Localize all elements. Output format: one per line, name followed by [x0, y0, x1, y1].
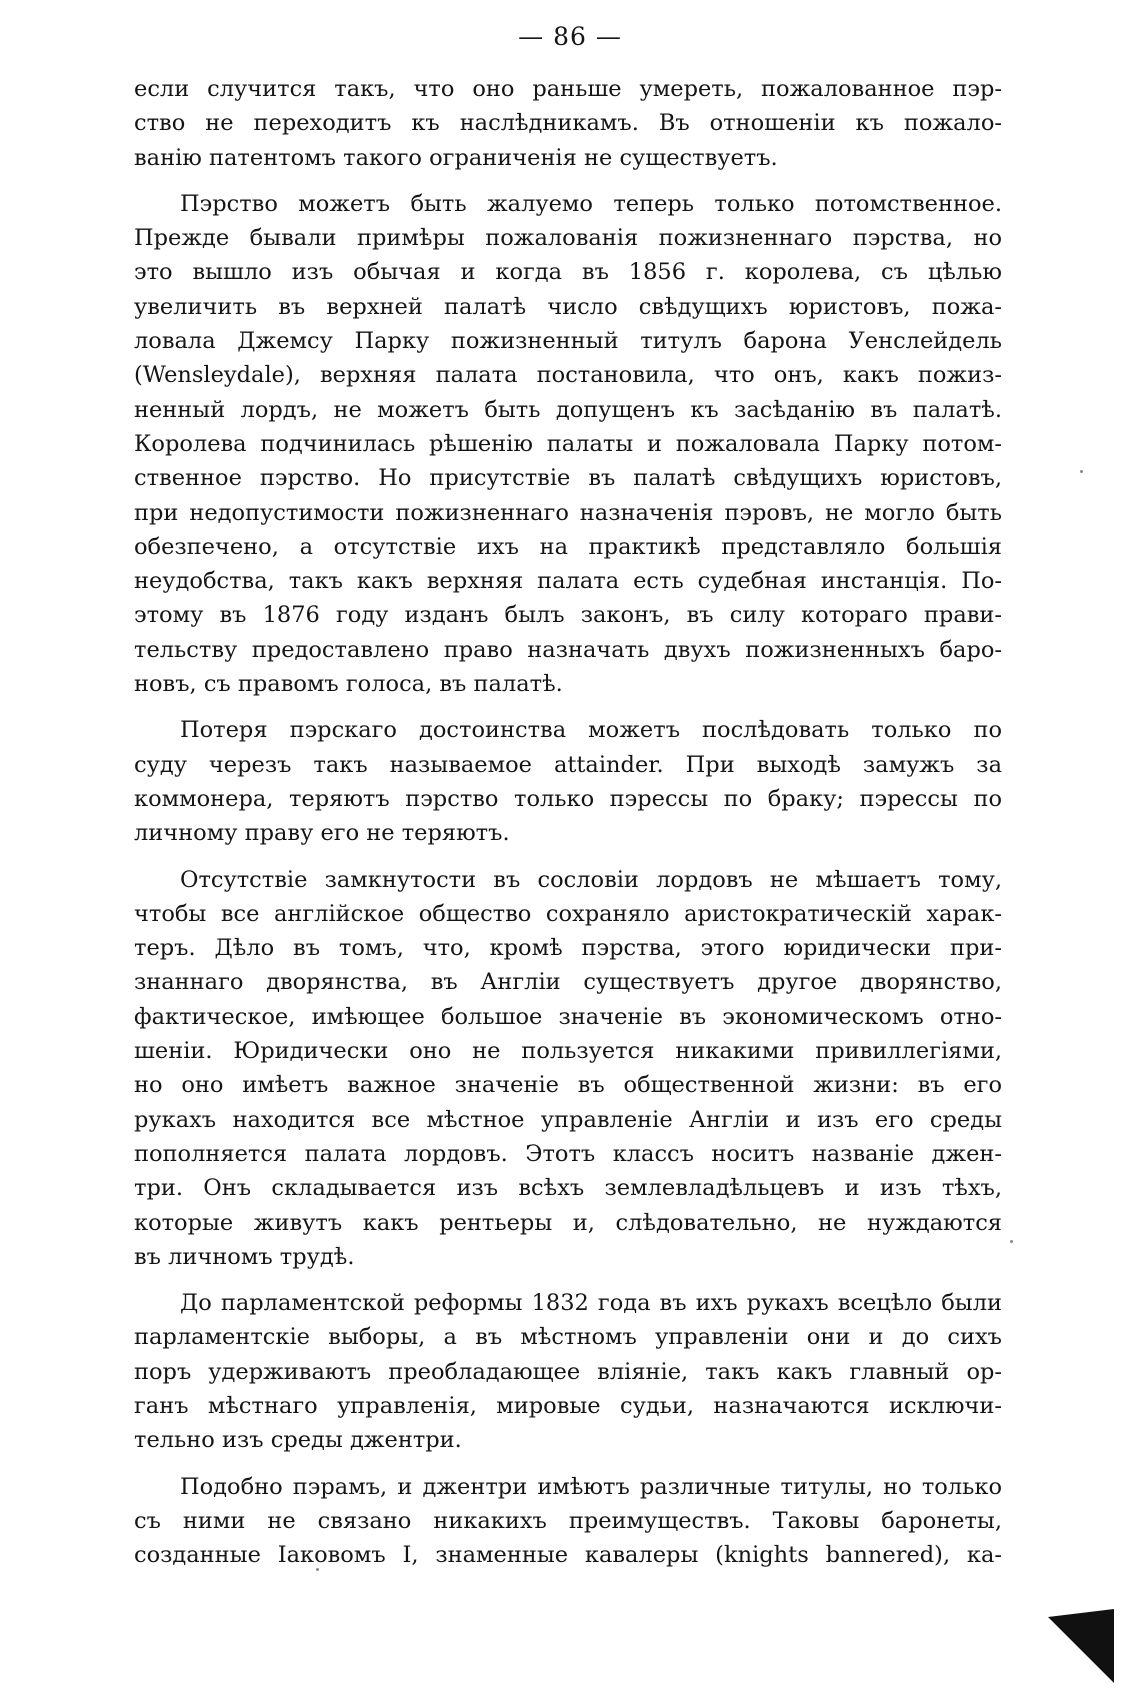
text-line: Потеря пэрскаго достоинства можетъ послѣдовать только по: [180, 717, 1002, 744]
text-line: чтобы все англійское общество сохраняло аристократическій харак-: [134, 900, 1002, 927]
text-line: это вышло изъ обычая и когда въ 1856 г. королева, съ цѣлью: [134, 259, 1002, 286]
text-line: если случится такъ, что оно раньше умереть, пожалованное пэр-: [134, 76, 1002, 102]
text-line: Королева подчинилась рѣшенію палаты и пожаловала Парку потом-: [134, 430, 1002, 457]
text-line: созданные Іаковомъ I, знаменные кавалеры (knights bannered), ка-: [134, 1542, 1002, 1569]
scan-speck: [1010, 1240, 1013, 1243]
text-line: этому въ 1876 году изданъ былъ законъ, въ силу котораго прави-: [134, 602, 1002, 629]
text-line: Прежде бывали примѣры пожалованія пожизненнаго пэрства, но: [134, 225, 1002, 252]
text-line: въ личномъ трудѣ.: [134, 1243, 355, 1270]
text-line: съ ними не связано никакихъ преимуществъ. Таковы баронеты,: [134, 1507, 1002, 1534]
text-line: ственное пэрство. Но присутствіе въ палатѣ свѣдущихъ юристовъ,: [134, 465, 1002, 492]
text-line: личному праву его не теряютъ.: [134, 820, 510, 847]
text-line: рукахъ находится все мѣстное управленіе Англіи и изъ его среды: [134, 1106, 1002, 1133]
paragraph: [134, 713, 1002, 850]
paragraph: [134, 1286, 1002, 1457]
text-line: при недопустимости пожизненнаго назначенія пэровъ, не могло быть: [134, 499, 1002, 526]
text-line: суду черезъ такъ называемое attainder. При выходѣ замужъ за: [134, 751, 1002, 778]
text-line: знаннаго дворянства, въ Англіи существуетъ другое дворянство,: [134, 969, 1002, 996]
text-line: но оно имѣетъ важное значеніе въ общественной жизни: въ его: [134, 1072, 1002, 1099]
paragraph: [134, 72, 1002, 175]
text-line: Пэрство можетъ быть жалуемо теперь только потомственное.: [180, 190, 1002, 217]
scan-speck: [1080, 470, 1083, 473]
text-line: парламентскіе выборы, а въ мѣстномъ управленіи они и до сихъ: [134, 1324, 1002, 1351]
text-line: коммонера, теряютъ пэрство только пэрессы по браку; пэрессы по: [134, 785, 1002, 812]
text-line: тельно изъ среды джентри.: [134, 1427, 462, 1454]
body-text: [134, 72, 1002, 1584]
text-line: неудобства, такъ какъ верхняя палата есть судебная инстанція. По-: [134, 568, 1002, 595]
text-line: шеніи. Юридически оно не пользуется никакими привиллегіями,: [134, 1038, 1002, 1065]
text-line: Подобно пэрамъ, и джентри имѣютъ различные титулы, но только: [180, 1473, 1002, 1500]
text-line: Отсутствіе замкнутости въ сословіи лордовъ не мѣшаетъ тому,: [180, 866, 1002, 893]
text-line: фактическое, имѣющее большое значеніе въ экономическомъ отно-: [134, 1003, 1002, 1030]
text-line: ство не переходитъ къ наслѣдникамъ. Въ отношеніи къ пожало-: [134, 110, 1002, 137]
text-line: До парламентской реформы 1832 года въ ихъ рукахъ всецѣло были: [180, 1290, 1002, 1317]
text-line: тельству предоставлено право назначать двухъ пожизненныхъ баро-: [134, 636, 1002, 663]
paragraph: [134, 1470, 1002, 1573]
text-line: ванію патентомъ такого ограниченія не существуетъ.: [134, 144, 778, 171]
text-line: ганъ мѣстнаго управленія, мировые судьи, назначаются исключи-: [134, 1392, 1002, 1419]
page-number: — 86 —: [518, 22, 622, 51]
text-line: три. Онъ складывается изъ всѣхъ землевладѣльцевъ и изъ тѣхъ,: [134, 1175, 1002, 1202]
paragraph: [134, 187, 1002, 701]
text-line: ловала Джемсу Парку пожизненный титулъ барона Уенслейдель: [134, 328, 1002, 355]
text-line: обезпечено, а отсутствіе ихъ на практикѣ представляло большія: [134, 533, 1002, 560]
text-line: новъ, съ правомъ голоса, въ палатѣ.: [134, 671, 563, 698]
text-line: увеличить въ верхней палатѣ число свѣдущихъ юристовъ, пожа-: [134, 293, 1002, 320]
paragraph: [134, 863, 1002, 1275]
text-line: пополняется палата лордовъ. Этотъ классъ носитъ названіе джен-: [134, 1140, 1002, 1167]
text-line: ненный лордъ, не можетъ быть допущенъ къ засѣданію въ палатѣ.: [134, 396, 1002, 423]
text-line: теръ. Дѣло въ томъ, что, кромѣ пэрства, этого юридически при-: [134, 935, 1002, 962]
scan-speck: [316, 1568, 319, 1571]
text-line: которые живутъ какъ рентьеры и, слѣдовательно, не нуждаются: [134, 1209, 1002, 1236]
text-line: поръ удерживаютъ преобладающее вліяніе, такъ какъ главный ор-: [134, 1358, 1002, 1385]
text-line: (Wensleydale), верхняя палата постановила, что онъ, какъ пожиз-: [134, 362, 1002, 389]
page-corner-fold: [1048, 1609, 1114, 1683]
